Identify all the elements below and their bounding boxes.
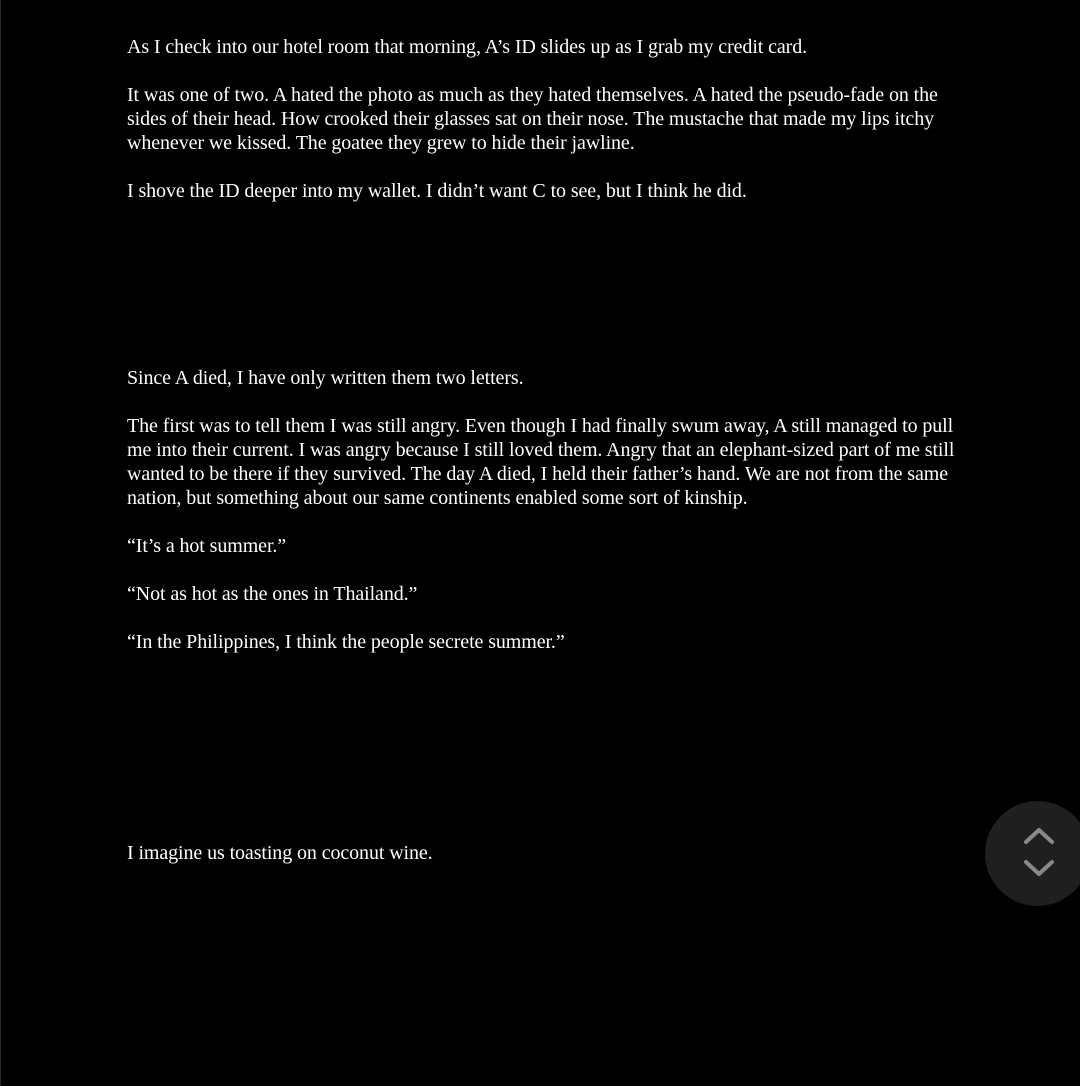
- scroll-control: [985, 801, 1080, 906]
- paragraph: I imagine us toasting on coconut wine.: [127, 842, 433, 864]
- dialogue-line: “It’s a hot summer.”: [127, 535, 287, 557]
- story-section-3: [127, 841, 957, 865]
- story-section-2: [127, 366, 957, 654]
- left-edge-line: [0, 0, 1, 1086]
- chevron-down-icon[interactable]: [1023, 859, 1055, 877]
- paragraph: It was one of two. A hated the photo as much as they hated themselves. A hated the pseudo-fade on the sides of their head. How crooked their glasses sat on their nose. The mustache that made my lips itchy whenever we kissed. The goatee they grew to hide their jawline.: [127, 84, 938, 154]
- paragraph: Since A died, I have only written them two letters.: [127, 367, 524, 389]
- story-section-1: [127, 35, 957, 203]
- paragraph: I shove the ID deeper into my wallet. I didn’t want C to see, but I think he did.: [127, 180, 747, 202]
- paragraph: As I check into our hotel room that morning, A’s ID slides up as I grab my credit card.: [127, 36, 808, 58]
- paragraph: The first was to tell them I was still angry. Even though I had finally swum away, A still managed to pull me into their current. I was angry because I still loved them. Angry that an elephant-sized part of me still wanted to be there if they survived. The day A died, I held their father’s hand. We are not from the same nation, but something about our same continents enabled some sort of kinship.: [127, 415, 955, 509]
- dialogue-line: “In the Philippines, I think the people secrete summer.”: [127, 631, 565, 653]
- dialogue-line: “Not as hot as the ones in Thailand.”: [127, 583, 418, 605]
- chevron-up-icon[interactable]: [1023, 827, 1055, 845]
